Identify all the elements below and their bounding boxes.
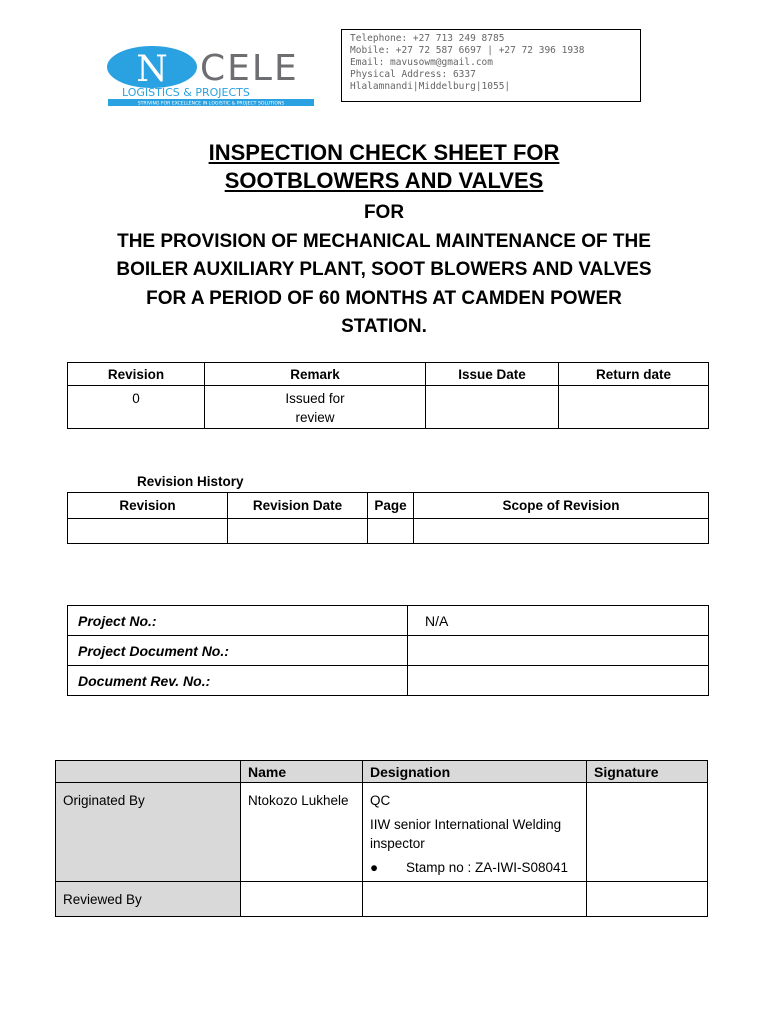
table-row: [68, 666, 709, 696]
originator-name: Ntokozo Lukhele: [241, 783, 363, 882]
logo-slogan: STRIVING FOR EXCELLENCE IN LOGISTIC & PROJECT SOLUTIONS: [137, 101, 285, 107]
reviewer-signature: [587, 882, 708, 917]
logo-tagline: LOGISTICS & PROJECTS: [122, 86, 250, 99]
project-document-no-value: [408, 636, 709, 666]
document-title-line-1: INSPECTION CHECK SHEET FOR: [208, 140, 560, 165]
contact-address: Physical Address: 6337: [350, 69, 476, 80]
return-date-header: Return date: [559, 363, 709, 386]
history-page-header: Page: [368, 493, 414, 519]
table-row: [68, 386, 709, 429]
originated-by-label: Originated By: [56, 783, 241, 882]
remark-line-2: review: [295, 410, 335, 425]
revision-value: 0: [68, 386, 205, 429]
return-date-value: [559, 386, 709, 429]
company-logo: [100, 44, 318, 108]
document-rev-no-value: [408, 666, 709, 696]
history-date-header: Revision Date: [228, 493, 368, 519]
remark-value: [205, 386, 426, 429]
originator-signature: [587, 783, 708, 882]
history-cell: [228, 519, 368, 544]
svg-text:CELE: CELE: [200, 48, 299, 89]
subtitle-line-2: BOILER AUXILIARY PLANT, SOOT BLOWERS AND VALVES: [116, 259, 652, 280]
subtitle-line-4: STATION.: [341, 316, 427, 337]
revision-header: Revision: [68, 363, 205, 386]
contact-telephone: Telephone: +27 713 249 8785: [350, 33, 505, 44]
revision-history-label: Revision History: [137, 474, 244, 489]
project-no-label: Project No.:: [68, 606, 408, 636]
table-row: [56, 783, 708, 882]
table-row: [68, 606, 709, 636]
contact-email: Email: mavusowm@gmail.com: [350, 57, 493, 68]
history-cell: [68, 519, 228, 544]
remark-line-1: Issued for: [285, 391, 345, 406]
reviewer-designation: [363, 882, 587, 917]
designation-header: Designation: [363, 761, 587, 783]
remark-header: Remark: [205, 363, 426, 386]
stamp-line: [370, 858, 580, 878]
signoff-corner: [56, 761, 241, 783]
revision-history-table: [67, 492, 709, 544]
designation-qc: QC: [370, 793, 391, 808]
history-scope-header: Scope of Revision: [414, 493, 709, 519]
history-cell: [414, 519, 709, 544]
subtitle-line-1: THE PROVISION OF MECHANICAL MAINTENANCE OF THE: [117, 230, 651, 252]
revision-table: [67, 362, 709, 429]
table-row: [68, 636, 709, 666]
table-row: [56, 882, 708, 917]
history-cell: [368, 519, 414, 544]
document-title-line-2: SOOTBLOWERS AND VALVES: [224, 168, 544, 193]
bullet-icon: ●: [370, 859, 379, 875]
history-revision-header: Revision: [68, 493, 228, 519]
svg-text:N: N: [136, 49, 168, 90]
reviewer-name: [241, 882, 363, 917]
issue-date-value: [426, 386, 559, 429]
contact-mobile: Mobile: +27 72 587 6697 | +27 72 396 1938: [350, 45, 585, 56]
stamp-number: Stamp no : ZA-IWI-S08041: [406, 859, 569, 875]
contact-address-line2: Hlalamnandi|Middelburg|1055|: [350, 81, 511, 92]
table-row: [68, 519, 709, 544]
document-subtitle: [100, 199, 668, 342]
originator-designation: [363, 783, 587, 882]
project-info-table: [67, 605, 709, 696]
document-rev-no-label: Document Rev. No.:: [68, 666, 408, 696]
project-no-value: N/A: [408, 606, 709, 636]
subtitle-line-3: FOR A PERIOD OF 60 MONTHS AT CAMDEN POWER: [146, 287, 622, 309]
issue-date-header: Issue Date: [426, 363, 559, 386]
contact-box: [341, 29, 641, 102]
reviewed-by-label: Reviewed By: [56, 882, 241, 917]
designation-role: IIW senior International Welding inspector: [370, 816, 562, 851]
project-document-no-label: Project Document No.:: [68, 636, 408, 666]
signoff-table: [55, 760, 708, 917]
signature-header: Signature: [587, 761, 708, 783]
name-header: Name: [241, 761, 363, 783]
subtitle-for: FOR: [363, 202, 405, 223]
